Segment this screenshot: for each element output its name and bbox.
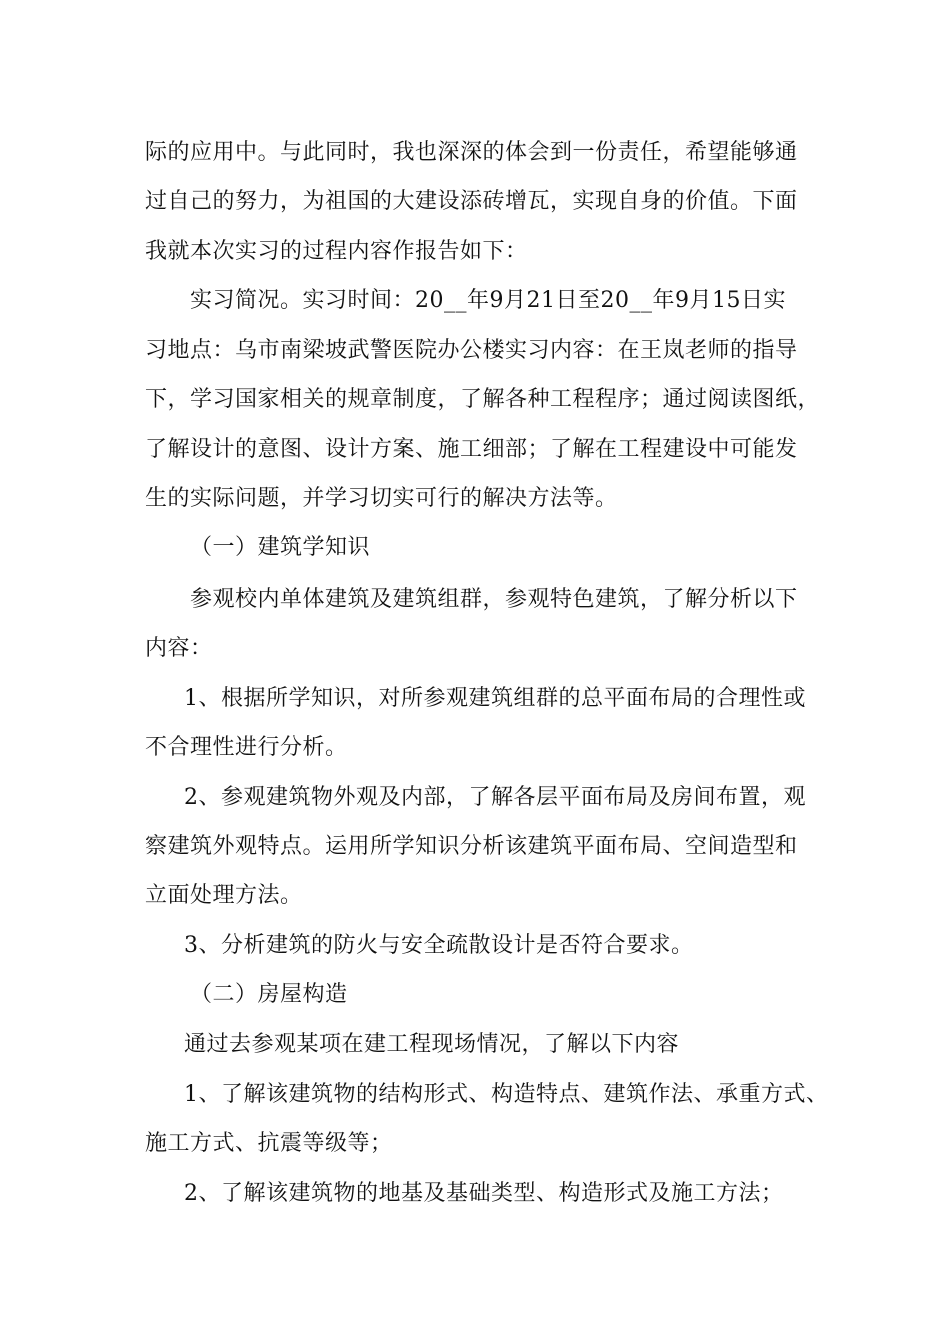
text-line: 我就本次实习的过程内容作报告如下：	[145, 239, 528, 264]
section-heading: （一）建筑学知识	[190, 535, 371, 560]
text-line: 察建筑外观特点。运用所学知识分析该建筑平面布局、空间造型和	[145, 834, 798, 859]
text-line: 施工方式、抗震等级等；	[145, 1131, 393, 1156]
text-line: 生的实际问题，并学习切实可行的解决方法等。	[145, 486, 618, 511]
text-line: 下，学习国家相关的规章制度，了解各种工程程序；通过阅读图纸，	[145, 387, 821, 412]
text-line: 际的应用中。与此同时，我也深深的体会到一份责任，希望能够通	[145, 140, 798, 165]
list-item: 1、根据所学知识，对所参观建筑组群的总平面布局的合理性或	[184, 686, 806, 711]
list-item: 2、了解该建筑物的地基及基础类型、构造形式及施工方法；	[184, 1181, 784, 1206]
paragraph-start: 实习简况。实习时间：20__年9月21日至20__年9月15日实	[190, 288, 786, 313]
text-line: 了解设计的意图、设计方案、施工细部；了解在工程建设中可能发	[145, 437, 798, 462]
text-line: 不合理性进行分析。	[145, 735, 348, 760]
list-item: 3、分析建筑的防火与安全疏散设计是否符合要求。	[184, 933, 694, 958]
paragraph-start: 参观校内单体建筑及建筑组群，参观特色建筑，了解分析以下	[190, 587, 798, 612]
text-line: 立面处理方法。	[145, 883, 303, 908]
text-line: 习地点：乌市南梁坡武警医院办公楼实习内容：在王岚老师的指导	[145, 338, 798, 363]
text-line: 内容：	[145, 636, 213, 661]
list-item: 1、了解该建筑物的结构形式、构造特点、建筑作法、承重方式、	[184, 1082, 829, 1107]
paragraph-start: 通过去参观某项在建工程现场情况，了解以下内容	[184, 1032, 680, 1057]
text-line: 过自己的努力，为祖国的大建设添砖增瓦，实现自身的价值。下面	[145, 189, 798, 214]
list-item: 2、参观建筑物外观及内部，了解各层平面布局及房间布置，观	[184, 785, 806, 810]
section-heading: （二）房屋构造	[190, 982, 348, 1007]
